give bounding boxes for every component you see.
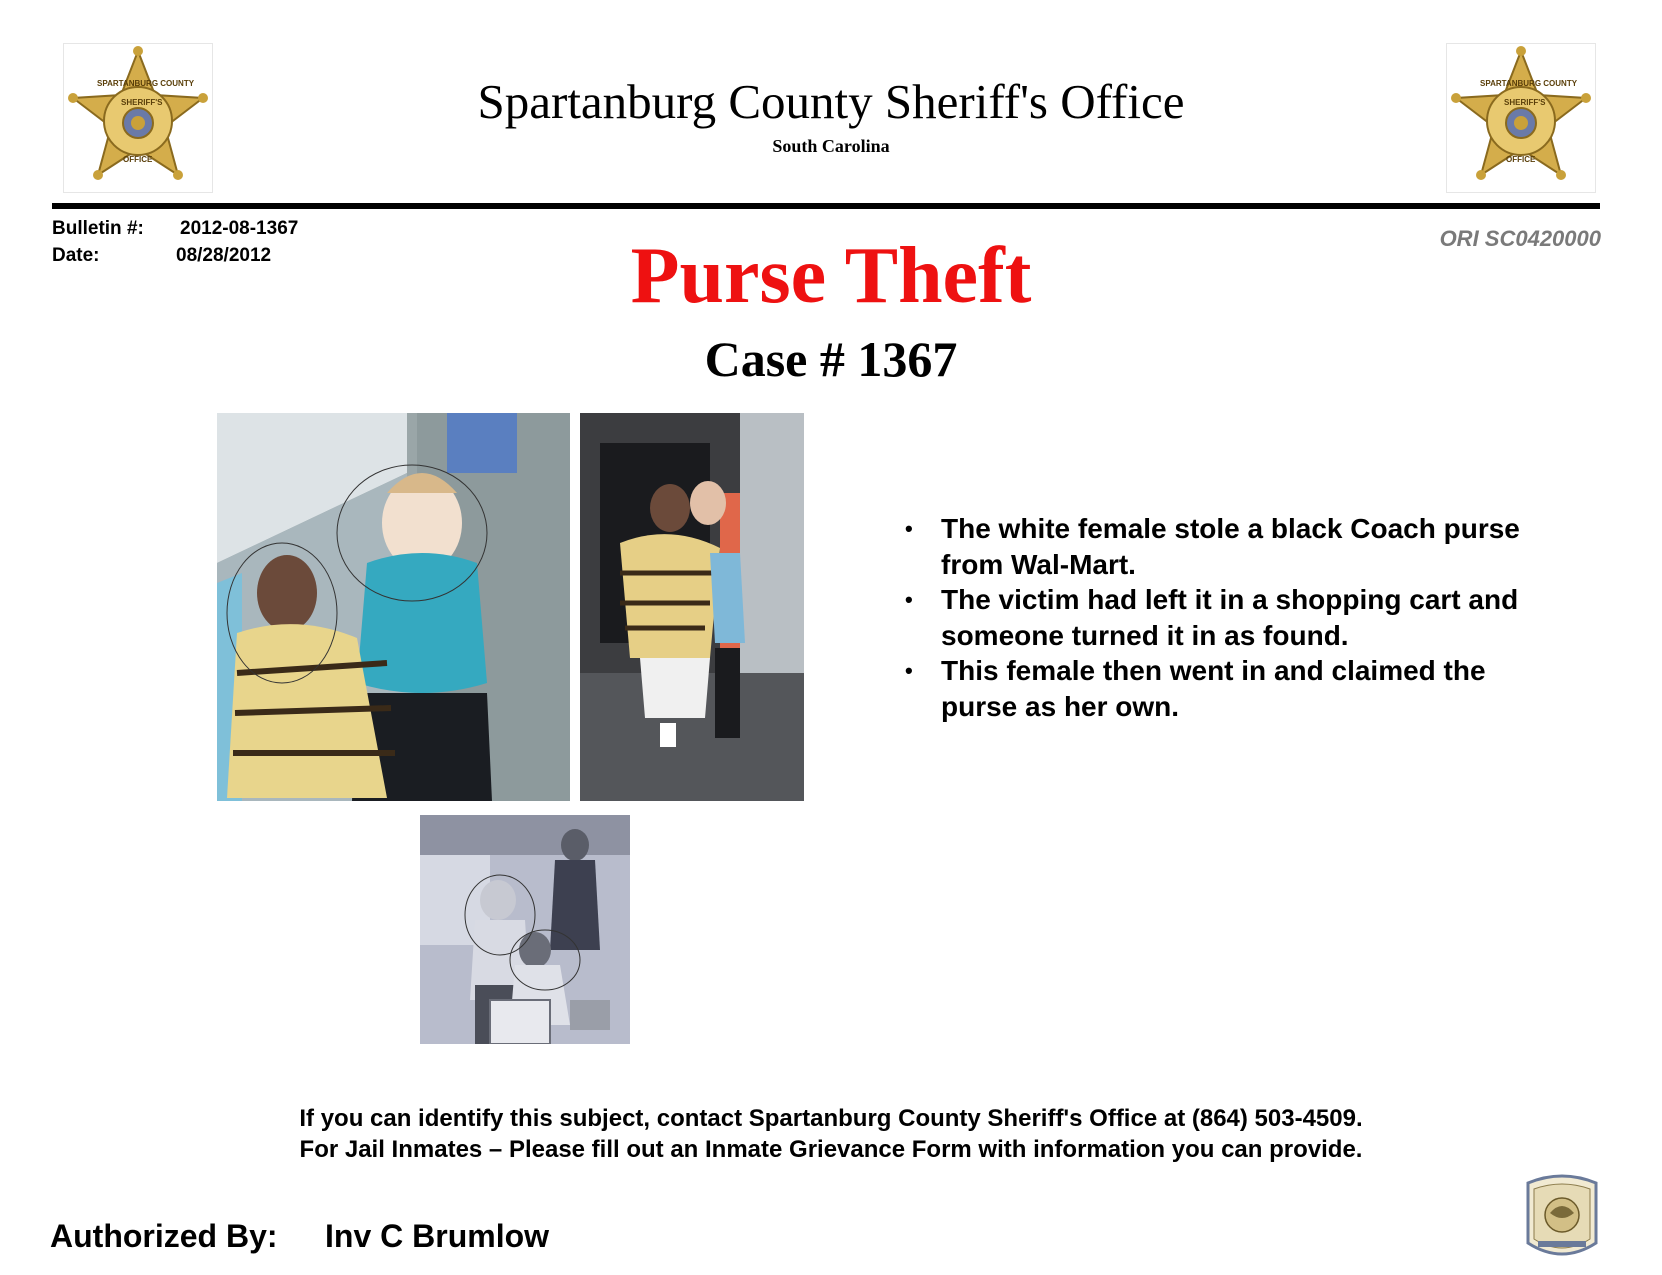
authorized-name: Inv C Brumlow [325,1218,550,1254]
badge-text-top: SPARTANBURG COUNTY [97,79,195,88]
contact-line-2: For Jail Inmates – Please fill out an Inmate Grievance Form with information you can provide. [299,1136,1363,1163]
surveillance-photo-2 [580,413,804,801]
badge-text-mid: SHERIFF'S [1504,98,1546,107]
list-item [905,653,1545,724]
bullet-icon: • [905,658,913,683]
header-divider [52,203,1600,209]
bullet-icon: • [905,516,913,541]
bulletin-date-label: Date: [52,245,100,266]
bullet-icon: • [905,587,913,612]
detail-text-1: The white female stole a black Coach purse from Wal-Mart. [941,513,1520,580]
badge-text-mid: SHERIFF'S [121,98,163,107]
seal-icon [1524,1173,1600,1261]
list-item [905,511,1545,582]
bulletin-number-label: Bulletin #: [52,218,144,239]
details-list [905,511,1545,724]
contact-line-1: If you can identify this subject, contact Spartanburg County Sheriff's Office at (864) 503-4509. [299,1105,1363,1132]
bulletin-title: Purse Theft [630,232,1032,320]
case-number: Case # 1367 [704,331,958,387]
ori-number: ORI SC0420000 [1439,226,1601,251]
bulletin-number-value: 2012-08-1367 [180,218,299,239]
surveillance-photo-3 [420,815,630,1044]
bulletin-date-value: 08/28/2012 [176,245,272,266]
badge-text-bottom: OFFICE [1506,155,1536,164]
surveillance-photo-1 [217,413,570,801]
accreditation-seal [1524,1173,1600,1261]
detail-text-2: The victim had left it in a shopping cart and someone turned it in as found. [941,584,1519,651]
agency-name: Spartanburg County Sheriff's Office [477,74,1185,129]
badge-text-bottom: OFFICE [123,155,153,164]
authorized-label: Authorized By: [50,1218,278,1254]
list-item [905,582,1545,653]
detail-text-3: This female then went in and claimed the purse as her own. [941,655,1486,722]
agency-state: South Carolina [772,136,890,156]
badge-text-top: SPARTANBURG COUNTY [1480,79,1578,88]
